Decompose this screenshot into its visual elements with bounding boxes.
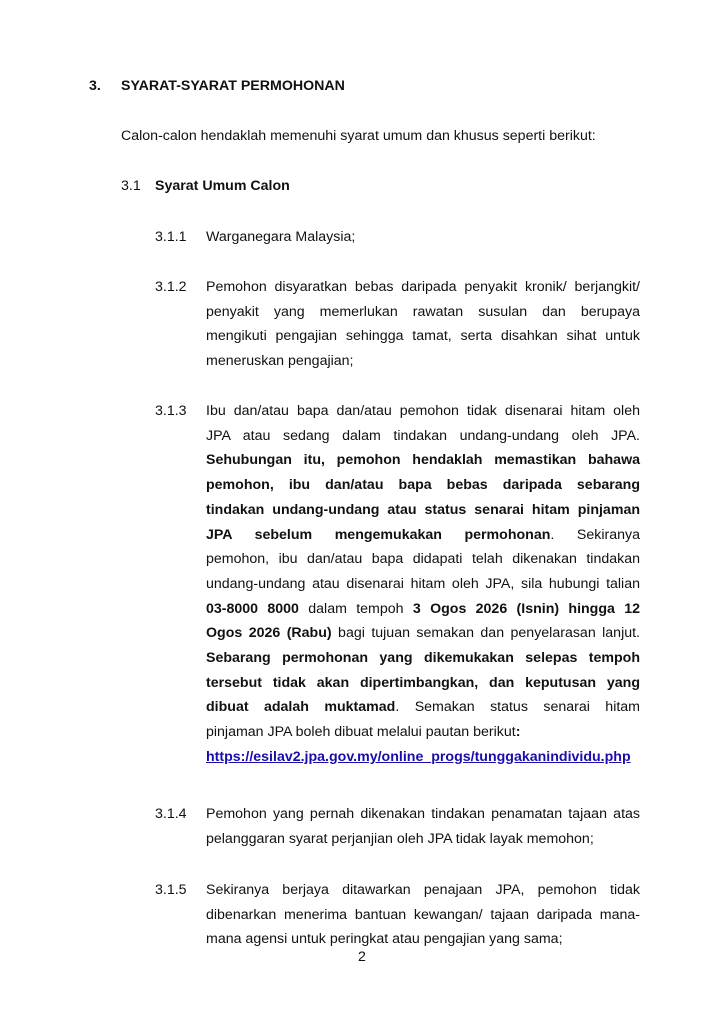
item-number: 3.1.2	[155, 279, 187, 295]
subsection-number: 3.1	[121, 178, 141, 194]
text-line	[206, 646, 640, 671]
text-line: mengikuti pengajian sehingga tamat, serta disahkan sihat untuk	[206, 328, 640, 345]
text-line	[206, 720, 640, 745]
text-line	[206, 671, 640, 696]
text-line: meneruskan pengajian;	[206, 353, 354, 370]
text-line	[206, 523, 640, 548]
text-line: mana agensi untuk peringkat atau pengajian yang sama;	[206, 931, 563, 948]
phone-number: 03-8000 8000	[206, 600, 299, 617]
section-number: 3.	[89, 78, 101, 94]
item-number: 3.1.1	[155, 229, 187, 245]
text-line	[206, 745, 640, 770]
text-line	[206, 498, 640, 523]
bold-text: Sehubungan itu, pemohon hendaklah memastikan bahawa	[206, 452, 640, 469]
text-line: JPA atau sedang dalam tindakan undang-undang oleh JPA.	[206, 427, 640, 444]
bold-text: pemohon, ibu dan/atau bapa bebas daripada sebarang	[206, 477, 640, 494]
date-range-end: Ogos 2026 (Rabu)	[206, 625, 332, 642]
bold-text: tersebut tidak akan dipertimbangkan, dan keputusan yang	[206, 674, 640, 691]
item-3-1-4-text	[206, 802, 640, 851]
regular-text: dalam tempoh	[298, 600, 413, 617]
text-line	[206, 448, 640, 473]
text-line	[206, 621, 640, 646]
regular-text: pinjaman JPA boleh dibuat melalui pautan berikut	[206, 724, 516, 741]
item-number: 3.1.5	[155, 882, 187, 898]
text-line: dibenarkan menerima bantuan kewangan/ tajaan daripada mana-	[206, 906, 640, 923]
bold-text: tindakan undang-undang atau status senarai hitam pinjaman	[206, 501, 640, 518]
colon: :	[515, 724, 521, 741]
text-line: Sekiranya berjaya ditawarkan penajaan JPA, pemohon tidak	[206, 882, 640, 898]
item-3-1-2-text	[206, 275, 640, 374]
text-line	[206, 695, 640, 720]
bold-text: JPA sebelum mengemukakan permohonan	[206, 526, 551, 543]
text-line: Pemohon yang pernah dikenakan tindakan penamatan tajaan atas	[206, 806, 640, 822]
text-line: pelanggaran syarat perjanjian oleh JPA tidak layak memohon;	[206, 830, 594, 847]
bold-text: Sebarang permohonan yang dikemukakan selepas tempoh	[206, 650, 640, 667]
blacklist-check-link[interactable]: https://esilav2.jpa.gov.my/online_progs/tunggakanindividu.php	[206, 748, 631, 765]
subsection-title: Syarat Umum Calon	[155, 178, 290, 194]
item-number: 3.1.3	[155, 403, 187, 419]
intro-paragraph: Calon-calon hendaklah memenuhi syarat umum dan khusus seperti berikut:	[121, 128, 596, 144]
item-number: 3.1.4	[155, 806, 187, 822]
text-line	[206, 597, 640, 622]
bold-text: dibuat adalah muktamad	[206, 699, 396, 716]
date-range-start: 3 Ogos 2026 (Isnin) hingga 12	[412, 600, 640, 617]
text-line: Ibu dan/atau bapa dan/atau pemohon tidak disenarai hitam oleh	[206, 403, 640, 419]
regular-text: . Semakan status senarai hitam	[395, 699, 640, 716]
page-number: 2	[358, 949, 366, 965]
text-line	[206, 473, 640, 498]
text-line: Warganegara Malaysia;	[206, 229, 356, 245]
item-3-1-1-text	[206, 225, 640, 250]
section-title: SYARAT-SYARAT PERMOHONAN	[121, 78, 345, 94]
item-3-1-5-text	[206, 878, 640, 952]
item-3-1-3-text	[206, 399, 640, 770]
text-line: pemohon, ibu dan/atau bapa didapati telah dikenakan tindakan	[206, 551, 640, 568]
text-line: Pemohon disyaratkan bebas daripada penyakit kronik/ berjangkit/	[206, 279, 640, 295]
regular-text: bagi tujuan semakan dan penyelarasan lanjut.	[331, 625, 641, 642]
regular-text: . Sekiranya	[550, 526, 640, 543]
text-line: undang-undang atau disenarai hitam oleh JPA, sila hubungi talian	[206, 575, 640, 592]
text-line: penyakit yang memerlukan rawatan susulan dan berupaya	[206, 303, 640, 320]
